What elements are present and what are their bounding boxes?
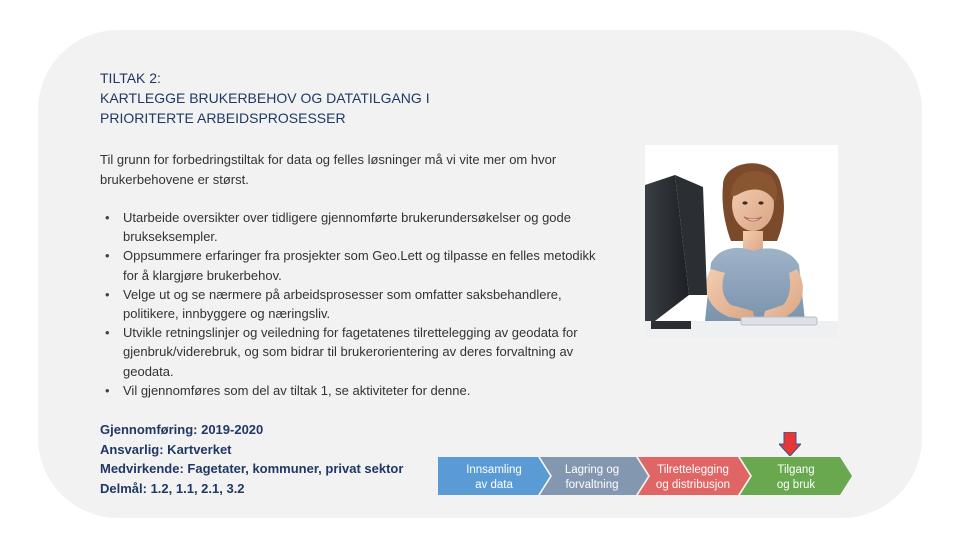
list-item: • Oppsummere erfaringer fra prosjekter som Geo.Lett og tilpasse en felles metodikk for å klargjøre brukerbehov.	[100, 246, 600, 284]
title-line-1: TILTAK 2:	[100, 70, 161, 86]
process-step-2-line2: forvaltning	[565, 479, 619, 491]
photo-illustration	[645, 145, 838, 338]
process-step-1	[438, 457, 550, 495]
meta-info	[100, 420, 450, 498]
process-step-1-line1: Innsamling	[466, 464, 522, 476]
woman-at-computer-photo	[645, 145, 838, 338]
process-step-3-line2: og distribusjon	[655, 479, 731, 491]
meta-medvirkende: Medvirkende: Fagetater, kommuner, privat sektor	[100, 461, 404, 476]
process-step-4	[740, 457, 852, 495]
intro-text: Til grunn for forbedringstiltak for data og felles løsninger må vi vite mer om hvor brukerbehovene er størst.	[100, 152, 557, 187]
meta-gjennomforing: Gjennomføring: 2019-2020	[100, 422, 264, 437]
process-step-3	[638, 457, 750, 495]
activity-list	[100, 208, 600, 400]
title-line-3: PRIORITERTE ARBEIDSPROSESSER	[100, 110, 346, 126]
list-item: • Vil gjennomføres som del av tiltak 1, se aktiviteter for denne.	[100, 381, 600, 400]
process-step-2	[540, 457, 648, 495]
page-title	[100, 68, 570, 128]
list-item: • Utvikle retningslinjer og veiledning for fagetatenes tilrettelegging av geodata for gjenbruk/viderebruk, og som bidrar til brukerorientering av deres forvaltning av geodata.	[100, 323, 600, 381]
list-item: • Utarbeide oversikter over tidligere gjennomførte brukerundersøkelser og gode brukseksempler.	[100, 208, 600, 246]
process-step-4-line1: Tilgang	[777, 464, 815, 476]
process-step-2-line1: Lagring og	[564, 464, 620, 476]
title-line-2: KARTLEGGE BRUKERBEHOV OG DATATILGANG I	[100, 90, 430, 106]
process-step-1-line2: av data	[475, 479, 513, 491]
arrow-down-icon	[779, 432, 801, 456]
meta-ansvarlig: Ansvarlig: Kartverket	[100, 441, 232, 457]
list-item: • Velge ut og se nærmere på arbeidsprosesser som omfatter saksbehandlere, politikere, innbyggere og næringsliv.	[100, 285, 600, 323]
process-step-3-line1: Tilrettelegging	[657, 464, 729, 476]
process-chain	[438, 457, 852, 495]
process-step-4-line2: og bruk	[776, 479, 816, 491]
meta-delmal: Delmål: 1.2, 1.1, 2.1, 3.2	[100, 480, 245, 496]
